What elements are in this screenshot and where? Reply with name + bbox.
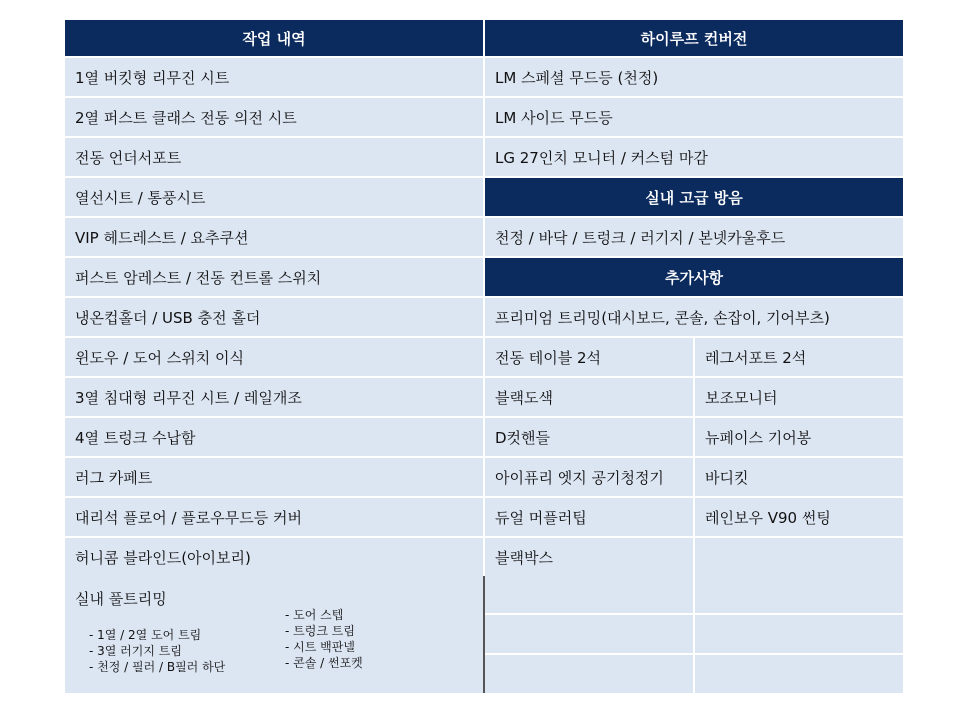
extras-grid-cell: 레그서포트 2석 [695,338,903,376]
extras-grid-cell: 듀얼 머플러팁 [485,498,693,536]
work-item: 1열 버킷형 리무진 시트 [65,58,483,96]
extras-grid-cell [695,615,903,653]
extras-grid-cell: 블랙도색 [485,378,693,416]
trim-list-item: - 시트 백판넬 [285,640,355,654]
full-trim-title: 실내 풀트리밍 [75,590,167,608]
trim-list-item: - 트렁크 트림 [285,624,355,638]
work-item: 대리석 플로어 / 플로우무드등 커버 [65,498,483,536]
full-trim-cell [65,576,483,693]
extras-grid-cell: 레인보우 V90 썬팅 [695,498,903,536]
soundproof-item: 천정 / 바닥 / 트렁크 / 러기지 / 본넷카울후드 [485,218,903,256]
extras-grid-cell [695,538,903,576]
highroof-header: 하이루프 컨버전 [485,20,903,56]
work-item: 전동 언더서포트 [65,138,483,176]
trim-list-right [285,607,363,671]
extras-grid-cell [695,655,903,693]
work-history-column [65,20,483,693]
highroof-item: LM 사이드 무드등 [485,98,903,136]
work-item: 퍼스트 암레스트 / 전동 컨트롤 스위치 [65,258,483,296]
work-item: 열선시트 / 통풍시트 [65,178,483,216]
soundproof-header: 실내 고급 방음 [485,178,903,216]
highroof-item: LM 스페셜 무드등 (천정) [485,58,903,96]
extras-grid-cell: 아이퓨리 엣지 공기청정기 [485,458,693,496]
work-item: VIP 헤드레스트 / 요추쿠션 [65,218,483,256]
work-item: 윈도우 / 도어 스위치 이식 [65,338,483,376]
extras-grid-cell: 뉴페이스 기어봉 [695,418,903,456]
work-history-header: 작업 내역 [65,20,483,56]
extras-grid-cell: 전동 테이블 2석 [485,338,693,376]
work-item: 3열 침대형 리무진 시트 / 레일개조 [65,378,483,416]
extras-grid-cell: D컷핸들 [485,418,693,456]
work-item: 2열 퍼스트 클래스 전동 의전 시트 [65,98,483,136]
work-item: 러그 카페트 [65,458,483,496]
extras-header: 추가사항 [485,258,903,296]
extras-grid-cell [485,576,693,613]
extras-grid-cell [485,655,693,693]
options-column [485,20,903,693]
work-item: 허니콤 블라인드(아이보리) [65,538,483,576]
trim-list-left [89,627,225,675]
work-item: 냉온컵홀더 / USB 충전 홀더 [65,298,483,336]
extras-grid-cell [485,615,693,653]
extras-grid-cell: 바디킷 [695,458,903,496]
work-table [65,20,903,693]
extras-grid-cell [695,576,903,613]
work-item: 4열 트렁크 수납함 [65,418,483,456]
extras-item: 프리미엄 트리밍(대시보드, 콘솔, 손잡이, 기어부츠) [485,298,903,336]
trim-list-item: - 3열 러기지 트림 [89,644,182,658]
trim-list-item: - 콘솔 / 썬포켓 [285,656,363,670]
trim-list-item: - 도어 스텝 [285,608,344,622]
trim-list-item: - 천정 / 필러 / B필러 하단 [89,660,226,674]
extras-grid-cell: 보조모니터 [695,378,903,416]
trim-list-item: - 1열 / 2열 도어 트림 [89,628,202,642]
extras-grid-cell: 블랙박스 [485,538,693,576]
highroof-item: LG 27인치 모니터 / 커스텀 마감 [485,138,903,176]
